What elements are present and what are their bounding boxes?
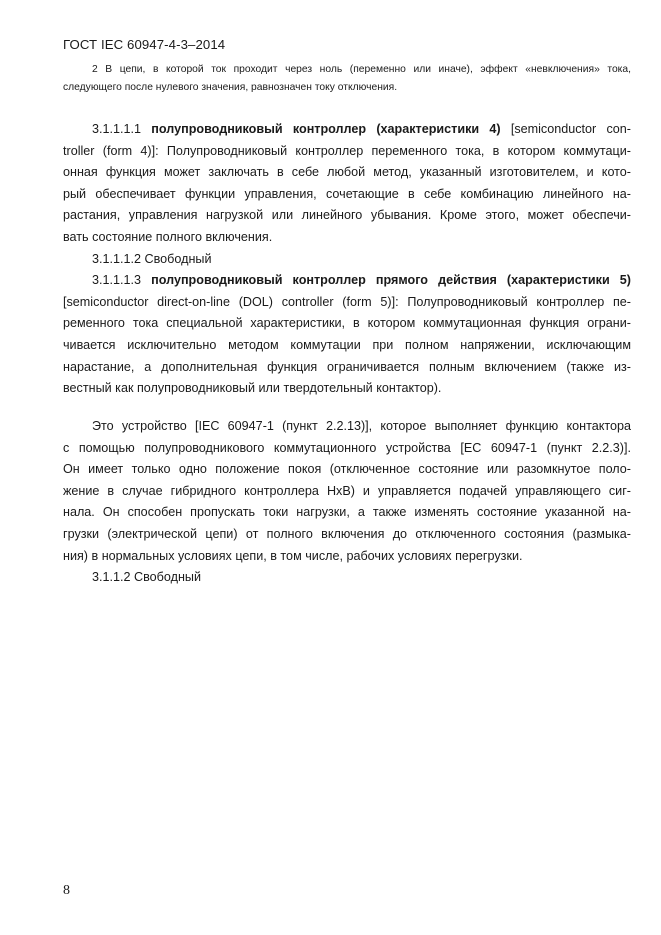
term-english: [semiconductor con-: [500, 122, 631, 136]
text-line: жение в случае гибридного контроллера HxB) и управляется подачей управляющего сиг-: [63, 483, 631, 498]
clause-number: 3.1.1.1.1: [92, 122, 152, 136]
text-line: Он имеет только одно положение покоя (отключенное состояние или разомкнутое поло-: [63, 462, 631, 477]
paragraph-device: [63, 416, 631, 589]
term-title: полупроводниковый контроллер прямого действия (характеристики 5): [151, 273, 631, 288]
note-2: [63, 61, 631, 97]
clause-3-1-1-1-2: 3.1.1.1.2 Свободный: [92, 251, 212, 266]
text-line: чивается исключительно методом коммутации при полном напряжении, исключающим: [63, 337, 631, 352]
term-3-1-1-1-1: [63, 119, 631, 400]
text-line: troller (form 4)]: Полупроводниковый контроллер переменного тока, в котором коммутаци-: [63, 143, 631, 158]
text-line: рый обеспечивает функции управления, сочетающие в себе комбинацию линейного на-: [63, 186, 631, 201]
text-line: Это устройство [IEC 60947-1 (пункт 2.2.13)], которое выполняет функцию контактора: [92, 419, 631, 433]
text-line: растания, управления нагрузкой или линейного убывания. Кроме этого, может обеспечи-: [63, 208, 631, 223]
text-line: ременного тока специальной характеристики, в котором коммутационная функция ограни-: [63, 316, 631, 331]
clause-3-1-1-2: 3.1.1.2 Свободный: [92, 570, 201, 585]
text-line: вестный как полупроводниковый или твердотельный контактор).: [63, 381, 442, 396]
text-line: онная функция может заключать в себе любой метод, указанный изготовителем, и кото-: [63, 165, 631, 180]
text-line: грузки (электрической цепи) от полного включения до отключенного состояния (размыка-: [63, 526, 631, 541]
term-title: полупроводниковый контроллер (характеристики 4): [151, 122, 501, 136]
note-line: 2 В цепи, в которой ток проходит через ноль (переменно или иначе), эффект «невключения» тока,: [92, 64, 631, 75]
term-heading-line: [63, 270, 631, 292]
text-line: нарастание, а дополнительная функция ограничивается полным включением (также из-: [63, 359, 631, 374]
text-line: с помощью полупроводникового коммутационного устройства [ЕС 60947-1 (пункт 2.2.3)].: [63, 440, 631, 455]
term-heading-line: [63, 119, 631, 141]
text-line: вать состояние полного включения.: [63, 229, 273, 244]
note-line: следующего после нулевого значения, равнозначен току отключения.: [63, 82, 398, 93]
standard-header: ГОСТ IEC 60947-4-3–2014: [63, 37, 226, 52]
clause-number: 3.1.1.1.3: [92, 273, 152, 288]
text-line: [semiconductor direct-on-line (DOL) controller (form 5)]: Полупроводниковый контроллер пе-: [63, 294, 631, 309]
page-number: 8: [63, 883, 70, 898]
text-line: нала. Он способен пропускать токи нагрузки, а также изменять состояние указанной на-: [63, 505, 631, 520]
text-line: ния) в нормальных условиях цепи, в том числе, рабочих условиях перегрузки.: [63, 548, 523, 563]
